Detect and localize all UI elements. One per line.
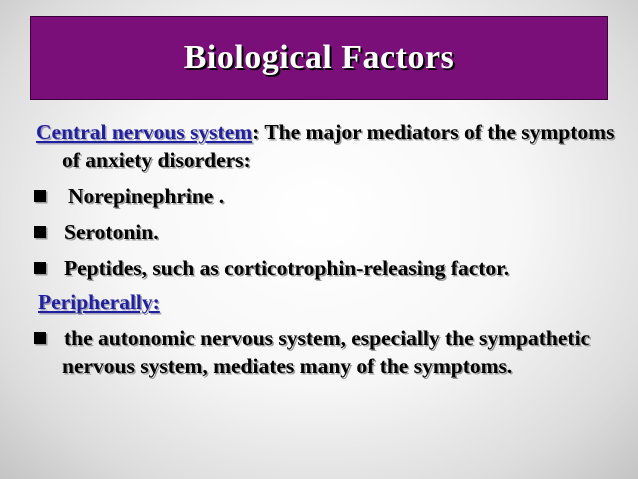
bullet-text: the autonomic nervous system, especially the sympathetic nervous system, mediates many of the symptoms. (62, 326, 591, 378)
cns-description: : The major mediators of the symptoms of anxiety disorders: (62, 120, 615, 172)
bullet-text: Serotonin. (64, 220, 159, 244)
list-item (36, 182, 626, 210)
list-item (36, 254, 626, 282)
cns-paragraph (36, 118, 626, 174)
square-bullet-icon (34, 262, 46, 274)
title-banner (30, 16, 608, 100)
cns-heading: Central nervous system (36, 120, 253, 144)
list-item (36, 218, 626, 246)
bullet-text: Peptides, such as corticotrophin-releasing factor. (64, 256, 510, 280)
list-item (36, 324, 626, 380)
square-bullet-icon (34, 190, 46, 202)
square-bullet-icon (34, 332, 46, 344)
slide-body (36, 118, 626, 380)
slide-title: Biological Factors (183, 39, 455, 76)
square-bullet-icon (34, 226, 46, 238)
peripheral-paragraph (36, 288, 626, 316)
bullet-text: Norepinephrine . (68, 184, 225, 208)
peripheral-heading: Peripherally: (38, 290, 160, 314)
